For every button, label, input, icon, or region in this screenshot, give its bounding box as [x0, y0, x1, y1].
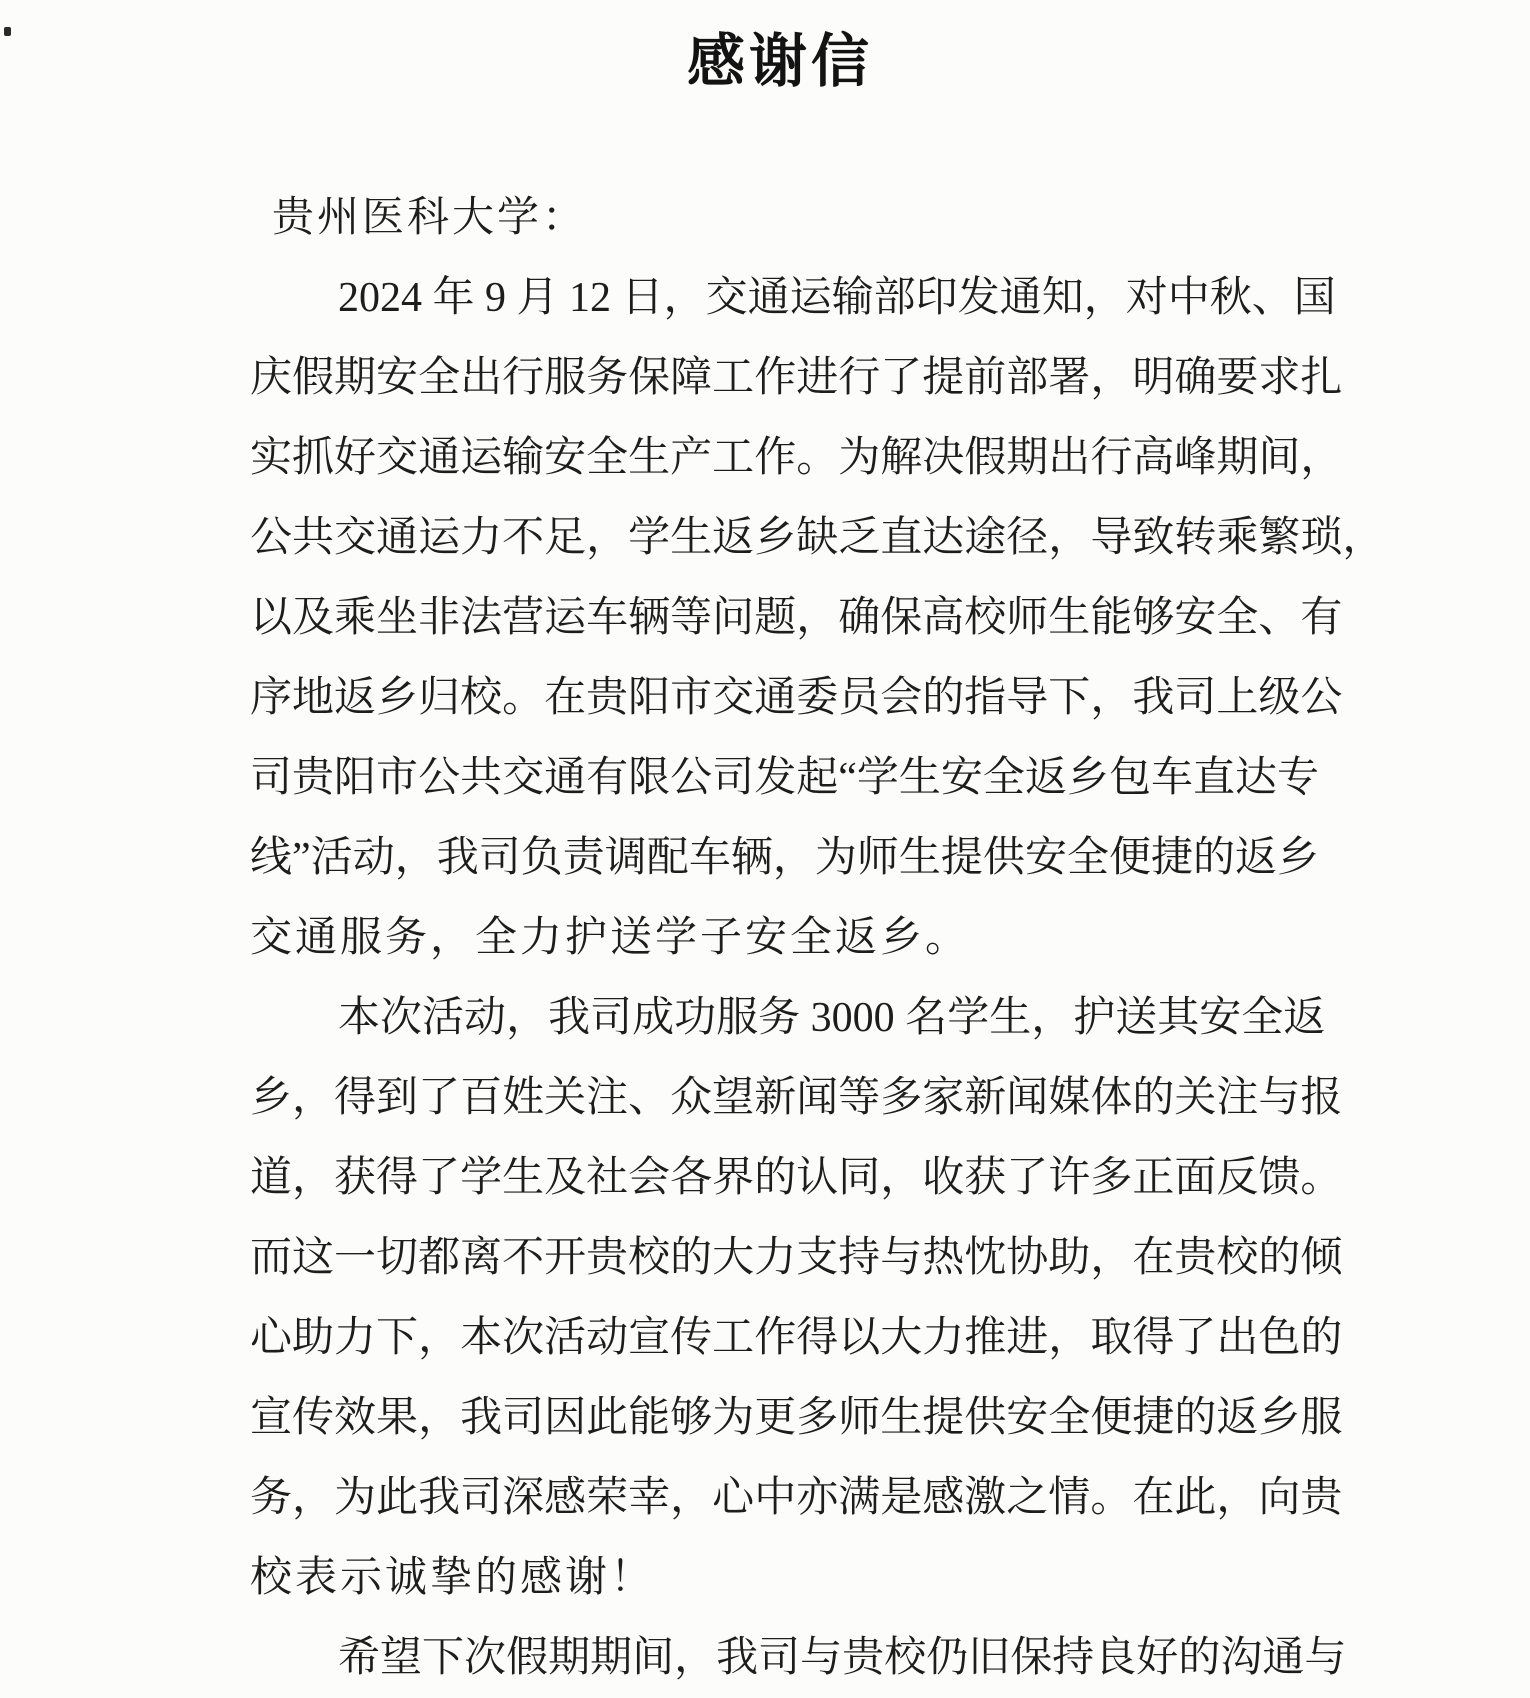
letter-line: 司 贵 阳 市 公 共 交 通 有 限 公 司 发 起 “ 学 生 安 全 返 乡 包 车 直 达 专	[250, 755, 1320, 801]
letter-title: 感谢信	[686, 29, 873, 94]
letter-line: 线 ” 活 动 ， 我 司 负 责 调 配 车 辆 ， 为 师 生 提 供 安 全 便 捷 的 返 乡	[250, 835, 1320, 881]
letter-line: 而 这 一 切 都 离 不 开 贵 校 的 大 力 支 持 与 热 忱 协 助 ， 在 贵 校 的 倾	[250, 1235, 1343, 1281]
letter-line: 校表示诚挚的感谢！	[250, 1555, 656, 1601]
letter-line: 希 望 下 次 假 期 期 间 ， 我 司 与 贵 校 仍 旧 保 持 良 好 的 沟 通 与	[338, 1635, 1347, 1681]
letter-line: 实 抓 好 交 通 运 输 安 全 生 产 工 作 。 为 解 决 假 期 出 行 高 峰 期 间 ，	[250, 435, 1343, 481]
letter-line: 以 及 乘 坐 非 法 营 运 车 辆 等 问 题 ， 确 保 高 校 师 生 能 够 安 全 、 有	[250, 595, 1343, 641]
letter-line: 庆 假 期 安 全 出 行 服 务 保 障 工 作 进 行 了 提 前 部 署 ， 明 确 要 求 扎	[250, 355, 1343, 401]
letter-line: 道 ， 获 得 了 学 生 及 社 会 各 界 的 认 同 ， 收 获 了 许 多 正 面 反 馈 。	[250, 1155, 1343, 1201]
letter-line: 交通服务，全力护送学子安全返乡。	[250, 915, 971, 961]
letter-salutation: 贵州医科大学：	[272, 195, 588, 241]
letter-line: 心 助 力 下 ， 本 次 活 动 宣 传 工 作 得 以 大 力 推 进 ， 取 得 了 出 色 的	[250, 1315, 1343, 1361]
letter-body	[250, 178, 1385, 1698]
letter-line: 序 地 返 乡 归 校 。 在 贵 阳 市 交 通 委 员 会 的 指 导 下 ， 我 司 上 级 公	[250, 675, 1343, 721]
letter-line: 宣 传 效 果 ， 我 司 因 此 能 够 为 更 多 师 生 提 供 安 全 便 捷 的 返 乡 服	[250, 1395, 1343, 1441]
letter-line: 公 共 交 通 运 力 不 足 ， 学 生 返 乡 缺 乏 直 达 途 径 ， 导 致 转 乘 繁 琐 ，	[250, 515, 1385, 561]
letter-line: 本 次 活 动 ， 我 司 成 功 服 务 3000 名 学 生 ， 护 送 其 安 全 返	[338, 995, 1326, 1041]
letter-line: 务 ， 为 此 我 司 深 感 荣 幸 ， 心 中 亦 满 是 感 激 之 情 。 在 此 ， 向 贵	[250, 1475, 1343, 1521]
letter-line: 2024 年 9 月 12 日 ， 交 通 运 输 部 印 发 通 知 ， 对 中 秋 、 国	[338, 275, 1336, 321]
letter-line: 乡 ， 得 到 了 百 姓 关 注 、 众 望 新 闻 等 多 家 新 闻 媒 体 的 关 注 与 报	[250, 1075, 1343, 1121]
